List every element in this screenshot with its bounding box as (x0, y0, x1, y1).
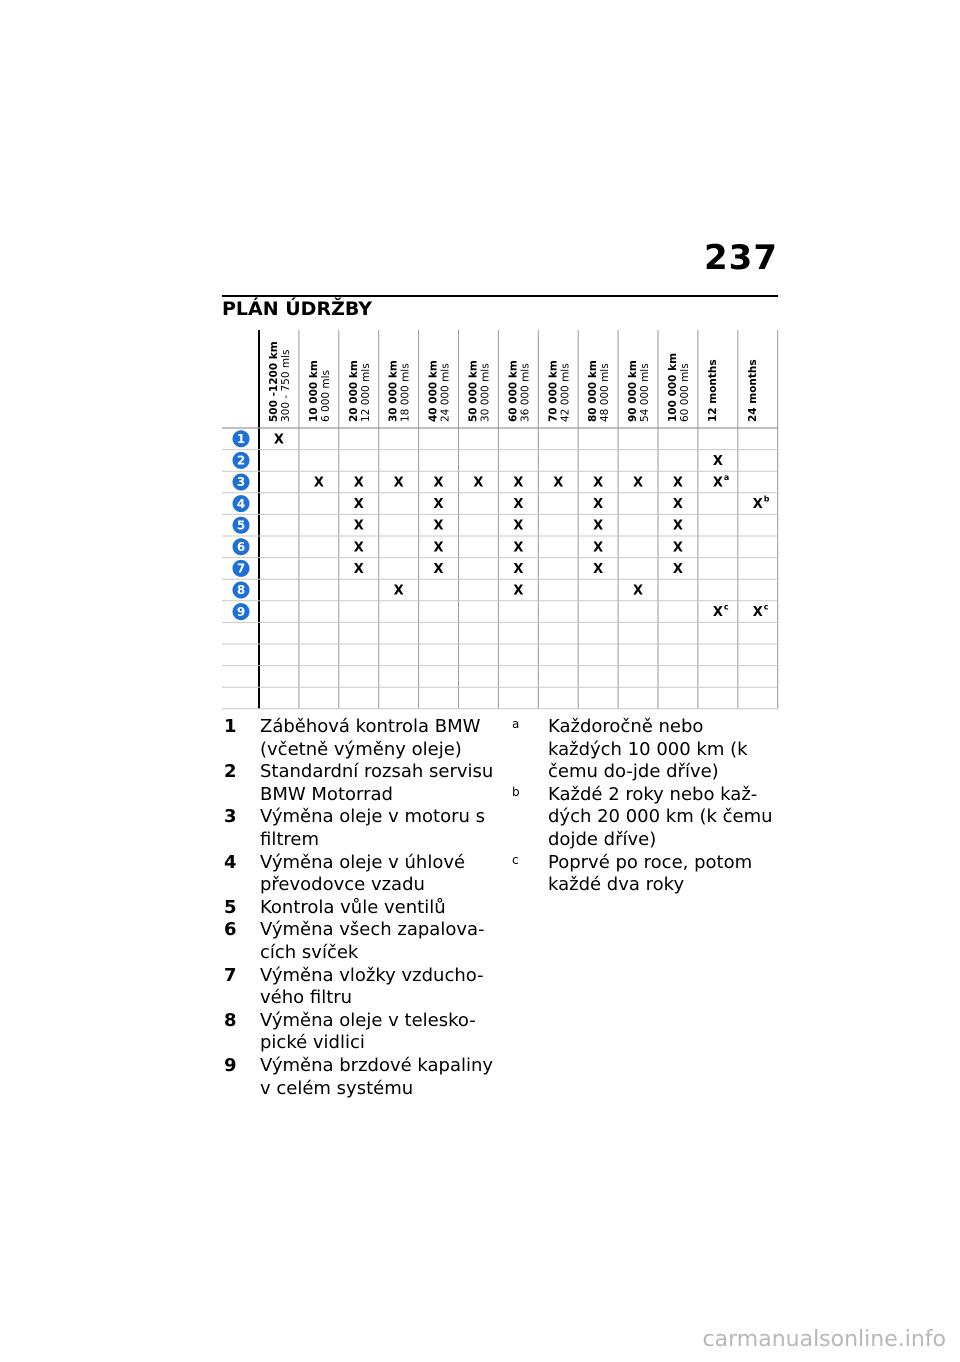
column-header-primary: 12 months (706, 359, 719, 422)
column-header-primary: 90 000 km (627, 360, 640, 422)
footnote-mark: a (512, 717, 520, 731)
schedule-mark: X (593, 561, 604, 577)
schedule-mark: X (513, 475, 524, 491)
schedule-mark: X (672, 561, 683, 577)
legend-text: Výměna všech zapalova-cích svíček (260, 919, 485, 963)
schedule-mark: X (593, 540, 604, 556)
row-badge-number: 9 (236, 604, 246, 619)
schedule-mark: X (712, 453, 723, 469)
legend-text: Kontrola vůle ventilů (260, 896, 446, 918)
legend-item (224, 965, 494, 1010)
schedule-mark: X (313, 475, 324, 491)
schedule-mark: X (672, 475, 683, 491)
footnote-text: Každé 2 roky nebo kaž-dých 20 000 km (k čemu dojde dříve) (548, 783, 773, 850)
legend-item (224, 716, 494, 761)
legend-number: 2 (224, 761, 237, 783)
schedule-mark: X (712, 605, 723, 621)
column-header-primary: 500 -1200 km (267, 341, 280, 422)
column-header-primary: 100 000 km (666, 352, 679, 422)
schedule-mark: X (633, 583, 644, 599)
schedule-mark: X (513, 497, 524, 513)
schedule-mark: X (433, 518, 444, 534)
schedule-mark: X (593, 475, 604, 491)
column-header-primary: 10 000 km (307, 360, 320, 422)
column-header-primary: 50 000 km (467, 360, 480, 422)
legend-number: 6 (224, 919, 237, 941)
schedule-mark-footnote: b (763, 494, 770, 504)
legend-item (224, 852, 494, 897)
footnote-item (512, 784, 780, 852)
column-header-secondary: 24 000 mls (439, 363, 452, 422)
legend-number: 3 (224, 806, 237, 828)
legend-text: Záběhová kontrola BMW (včetně výměny oleje) (260, 716, 481, 760)
schedule-mark: X (273, 432, 284, 448)
schedule-mark: X (433, 497, 444, 513)
schedule-mark: X (513, 540, 524, 556)
legend-number: 4 (224, 851, 237, 873)
footnote-text: Každoročně nebo každých 10 000 km (k čemu do-jde dříve) (548, 716, 748, 783)
legend-text: Standardní rozsah servisu BMW Motorrad (260, 761, 494, 805)
legend-item (224, 1055, 494, 1100)
schedule-mark: X (473, 475, 484, 491)
schedule-mark: X (433, 540, 444, 556)
schedule-mark: X (353, 497, 364, 513)
column-header-primary: 80 000 km (587, 360, 600, 422)
column-header-primary: 40 000 km (427, 360, 440, 422)
legend-number: 8 (224, 1009, 237, 1031)
row-badge-number: 4 (236, 496, 246, 511)
legend-item (224, 761, 494, 806)
footnotes-list (512, 716, 780, 897)
column-header-secondary: 60 000 mls (678, 363, 691, 422)
footnote-mark: b (512, 784, 520, 799)
schedule-mark-footnote: a (723, 473, 730, 482)
column-header-secondary: 300 - 750 mls (279, 349, 292, 422)
schedule-mark: X (593, 518, 604, 534)
column-header-secondary: 36 000 mls (519, 363, 532, 422)
row-badge-number: 7 (236, 561, 246, 576)
schedule-mark: X (672, 540, 683, 556)
schedule-mark: X (672, 497, 683, 513)
column-header-primary: 70 000 km (547, 360, 560, 422)
legend-text: Výměna oleje v motoru s filtrem (260, 806, 486, 850)
watermark: carmanualsonline.info (702, 1327, 946, 1352)
footnote-item (512, 716, 780, 784)
schedule-mark: X (393, 583, 404, 599)
schedule-mark: X (433, 561, 444, 577)
column-header-secondary: 54 000 mls (639, 363, 652, 422)
column-header-secondary: 6 000 mls (319, 369, 332, 422)
column-header-secondary: 48 000 mls (599, 363, 612, 422)
legend-item (224, 806, 494, 851)
schedule-mark: X (513, 561, 524, 577)
schedule-mark: X (513, 583, 524, 599)
column-header-primary: 30 000 km (387, 360, 400, 422)
legend-text: Výměna vložky vzducho-vého filtru (260, 964, 484, 1009)
schedule-mark: X (593, 497, 604, 513)
row-badge-number: 3 (236, 475, 246, 490)
column-header-secondary: 30 000 mls (479, 363, 492, 422)
schedule-mark: X (353, 475, 364, 491)
column-header-primary: 20 000 km (347, 360, 360, 422)
legend-text: Výměna oleje v úhlové převodovce vzadu (260, 851, 466, 896)
column-header-secondary: 42 000 mls (559, 363, 572, 422)
legend-text: Výměna brzdové kapaliny v celém systému (260, 1054, 494, 1099)
schedule-mark: X (712, 475, 723, 491)
schedule-mark-footnote: c (723, 602, 729, 612)
row-badge-number: 8 (236, 583, 246, 598)
schedule-mark: X (353, 561, 364, 577)
column-header-primary: 24 months (746, 359, 759, 422)
schedule-mark: X (752, 605, 763, 621)
legend-number: 5 (224, 896, 237, 918)
column-header-secondary: 18 000 mls (399, 363, 412, 422)
legend-item (224, 897, 494, 920)
row-badge-number: 2 (236, 453, 246, 468)
schedule-mark-footnote: c (763, 602, 769, 612)
legend-text: Výměna oleje v telesko-pické vidlici (260, 1009, 476, 1054)
legend-number: 9 (224, 1054, 237, 1076)
page-number: 237 (704, 238, 778, 278)
schedule-mark: X (513, 518, 524, 534)
legend-item (224, 1010, 494, 1055)
footnote-item (512, 852, 780, 897)
footnote-mark: c (512, 852, 519, 867)
schedule-mark: X (672, 518, 683, 534)
section-title: PLÁN ÚDRŽBY (222, 298, 373, 320)
row-badge-number: 1 (236, 432, 246, 446)
schedule-mark: X (633, 475, 644, 491)
row-badge-number: 6 (236, 540, 246, 554)
schedule-mark: X (393, 475, 404, 491)
schedule-mark: X (553, 475, 564, 491)
column-header-primary: 60 000 km (507, 360, 520, 422)
schedule-mark: X (353, 540, 364, 556)
legend-item (224, 919, 494, 964)
schedule-mark: X (353, 518, 364, 534)
schedule-mark: X (433, 475, 444, 491)
column-header-secondary: 12 000 mls (359, 363, 372, 422)
legend-list (224, 716, 494, 1100)
row-badge-number: 5 (236, 518, 246, 533)
legend-number: 1 (224, 716, 237, 737)
schedule-mark: X (752, 497, 763, 513)
legend-number: 7 (224, 964, 237, 986)
footnote-text: Poprvé po roce, potom každé dva roky (548, 851, 753, 896)
